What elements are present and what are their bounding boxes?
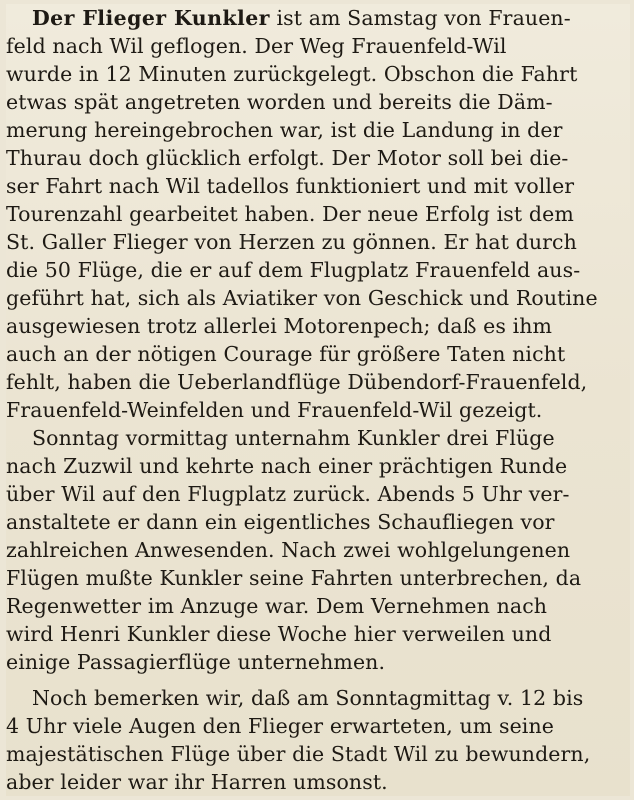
text-line: feld nach Wil geflogen. Der Weg Frauenfeld-Wil <box>6 34 507 58</box>
text-line: Frauenfeld-Weinfelden und Frauenfeld-Wil gezeigt. <box>6 398 543 422</box>
text-line: Flügen mußte Kunkler seine Fahrten unterbrechen, da <box>6 566 582 590</box>
text-line: Sonntag vormittag unternahm Kunkler drei Flüge <box>32 426 555 450</box>
text-line: ausgewiesen trotz allerlei Motorenpech; daß es ihm <box>6 314 553 338</box>
text-line: wurde in 12 Minuten zurückgelegt. Obschon die Fahrt <box>6 62 578 86</box>
text-line: anstaltete er dann ein eigentliches Schaufliegen vor <box>6 510 555 534</box>
text-line: einige Passagierflüge unternehmen. <box>6 650 386 674</box>
text-line: ser Fahrt nach Wil tadellos funktioniert und mit voller <box>6 174 575 198</box>
text-line: auch an der nötigen Courage für größere Taten nicht <box>6 342 566 366</box>
text-line: Noch bemerken wir, daß am Sonntagmittag v. 12 bis <box>32 686 584 710</box>
text-line: merung hereingebrochen war, ist die Landung in der <box>6 118 563 142</box>
text-line: wird Henri Kunkler diese Woche hier verweilen und <box>6 622 552 646</box>
text-line: nach Zuzwil und kehrte nach einer prächtigen Runde <box>6 454 568 478</box>
text-line <box>32 4 571 32</box>
text-line: aber leider war ihr Harren umsonst. <box>6 770 388 794</box>
text-line: Tourenzahl gearbeitet haben. Der neue Erfolg ist dem <box>6 202 574 226</box>
text-segment: ist am Samstag von Frauen- <box>269 6 571 30</box>
text-line: zahlreichen Anwesenden. Nach zwei wohlgelungenen <box>6 538 571 562</box>
text-line: etwas spät angetreten worden und bereits die Däm- <box>6 90 553 114</box>
text-line: geführt hat, sich als Aviatiker von Geschick und Routine <box>6 286 598 310</box>
text-line: majestätischen Flüge über die Stadt Wil zu bewundern, <box>6 742 591 766</box>
text-line: 4 Uhr viele Augen den Flieger erwarteten, um seine <box>6 714 554 738</box>
article-heading: Der Flieger Kunkler <box>32 6 270 30</box>
newspaper-article <box>6 4 630 796</box>
text-line: Thurau doch glücklich erfolgt. Der Motor soll bei die- <box>6 146 569 170</box>
text-line: die 50 Flüge, die er auf dem Flugplatz Frauenfeld aus- <box>6 258 581 282</box>
text-line: über Wil auf den Flugplatz zurück. Abends 5 Uhr ver- <box>6 482 570 506</box>
text-line: fehlt, haben die Ueberlandflüge Dübendorf-Frauenfeld, <box>6 370 588 394</box>
text-line: St. Galler Flieger von Herzen zu gönnen. Er hat durch <box>6 230 577 254</box>
text-line: Regenwetter im Anzuge war. Dem Vernehmen nach <box>6 594 548 618</box>
